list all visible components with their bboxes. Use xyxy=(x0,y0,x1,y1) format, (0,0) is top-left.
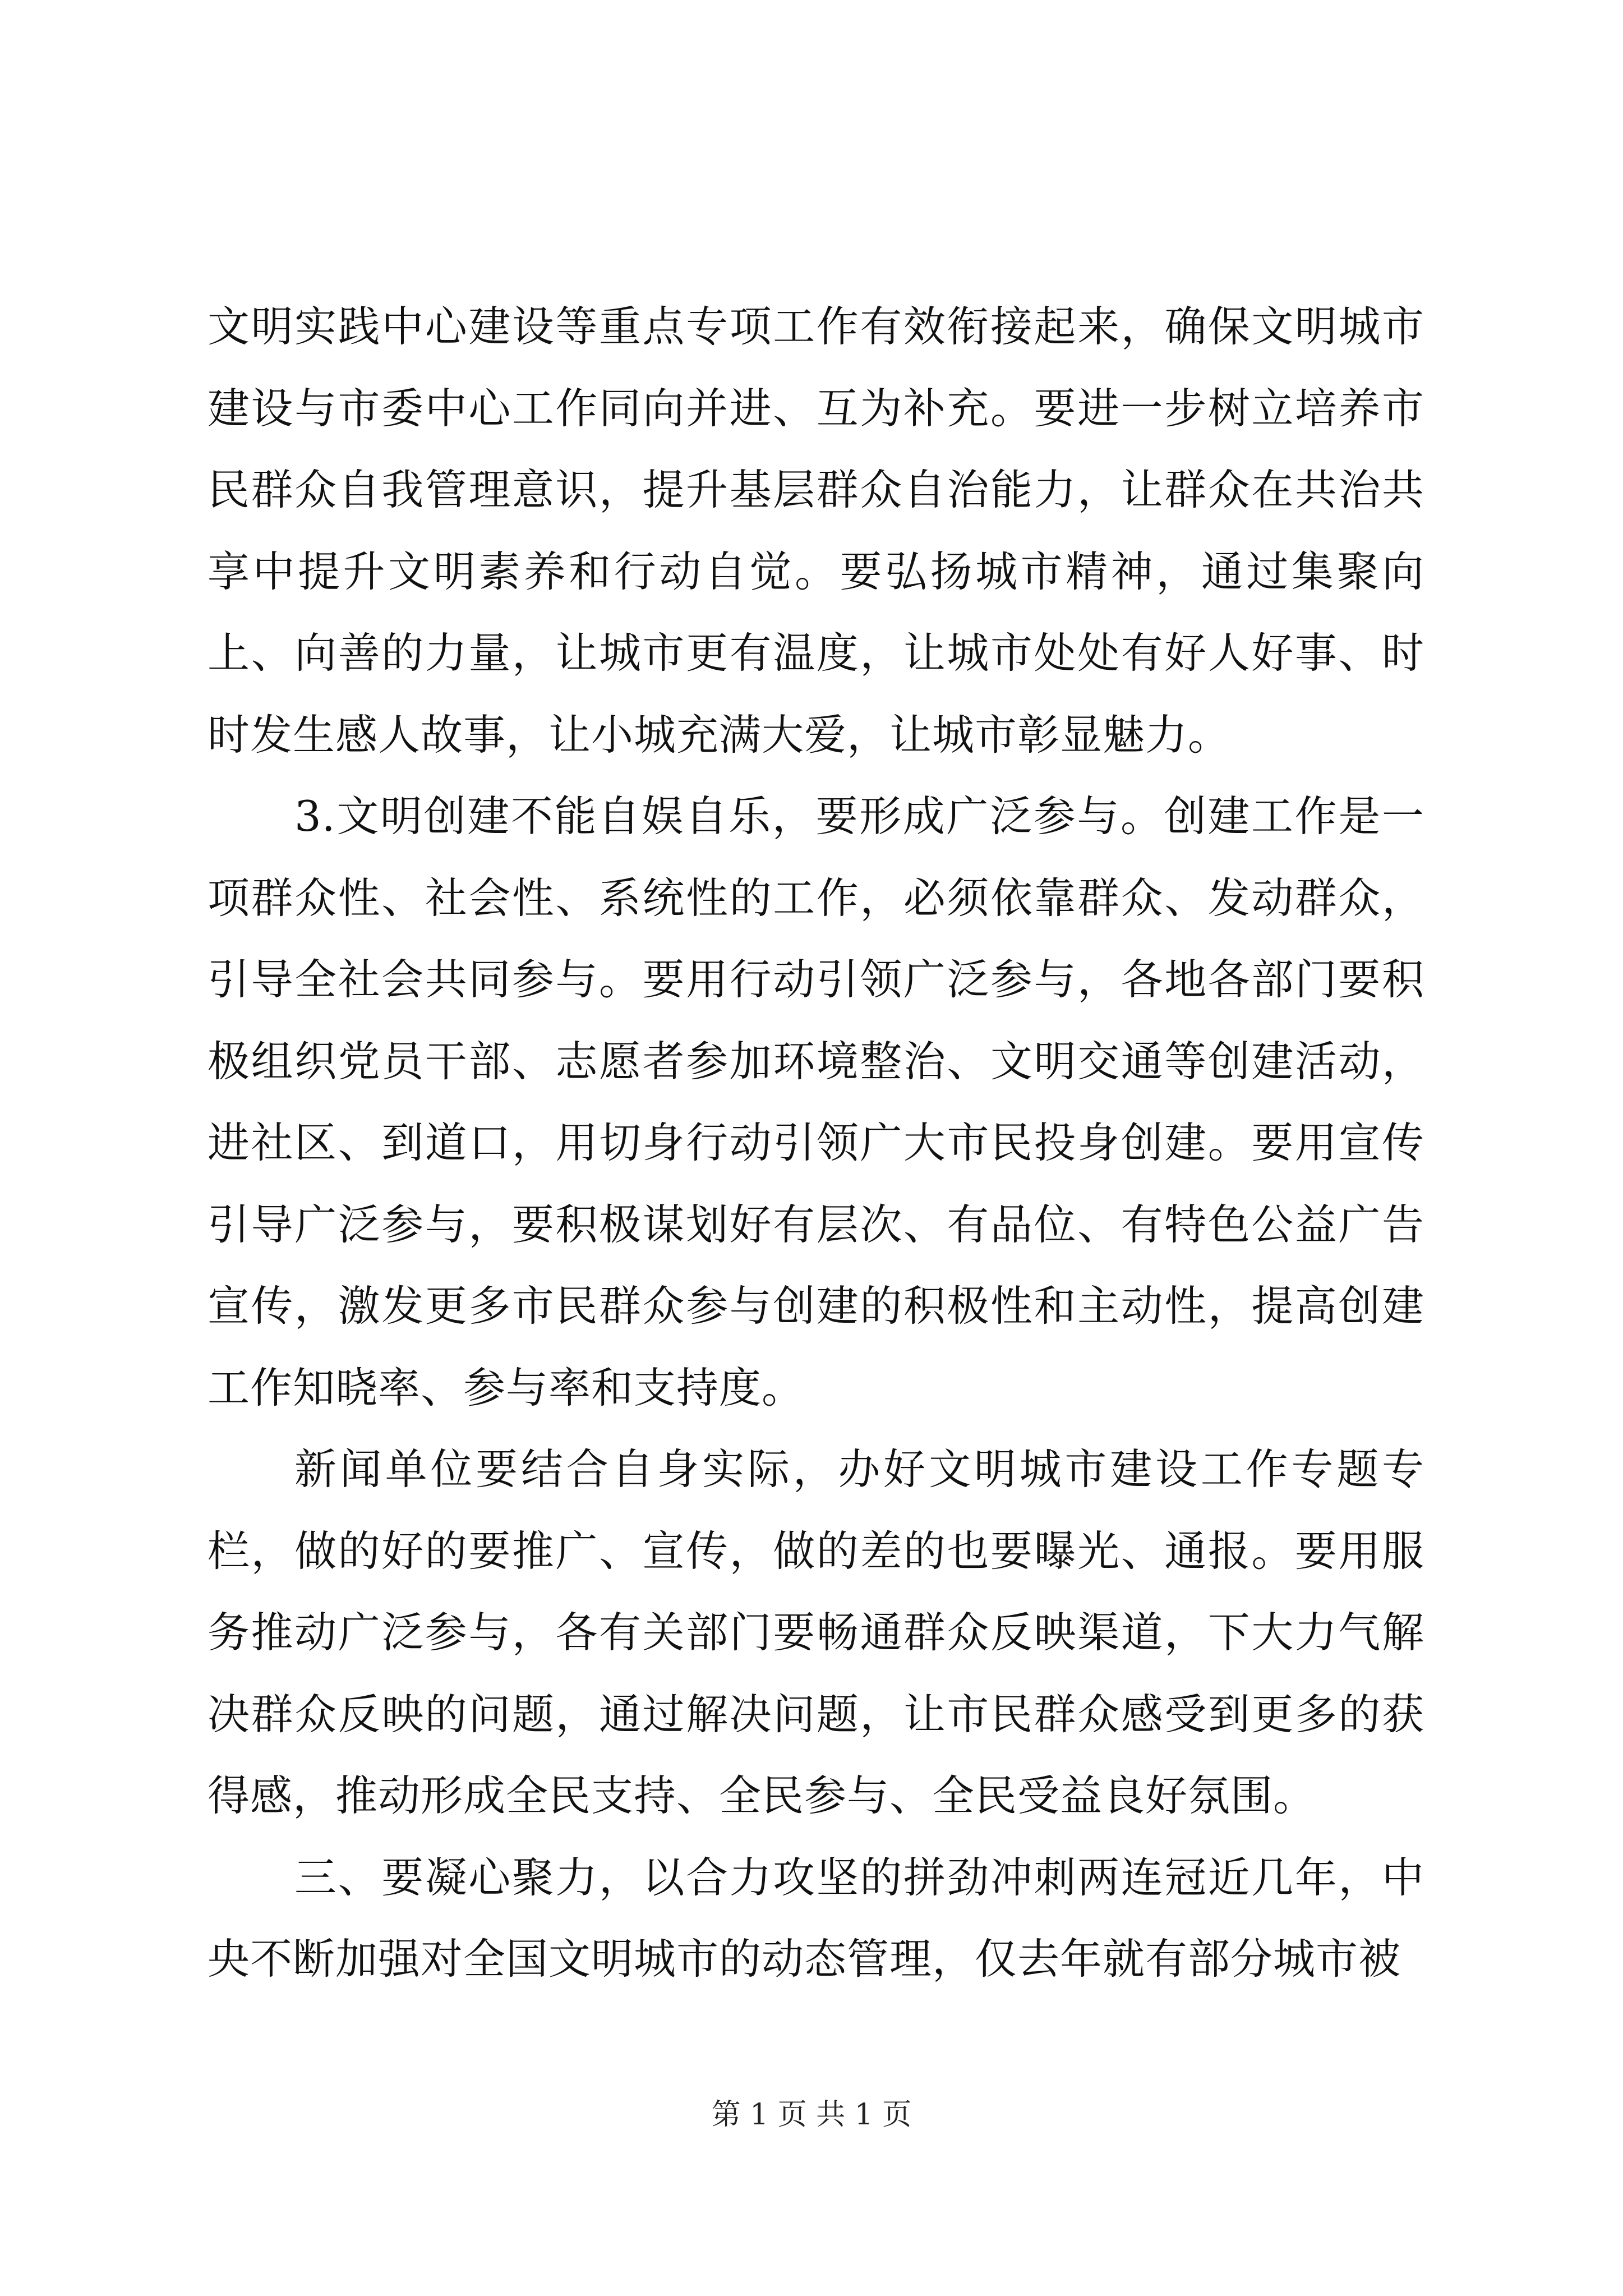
paragraph-3: 新闻单位要结合自身实际，办好文明城市建设工作专题专栏，做的好的要推广、宣传，做的差的也要曝光、通报。要用服务推动广泛参与，各有关部门要畅通群众反映渠道，下大力气解决群众反映的问题，通过解决问题，让市民群众感受到更多的获得感，推动形成全民支持、全民参与、全民受益良好氛围。 xyxy=(208,1444,1424,1820)
document-body xyxy=(208,286,1424,2000)
paragraph-2: 3.文明创建不能自娱自乐，要形成广泛参与。创建工作是一项群众性、社会性、系统性的工作，必须依靠群众、发动群众，引导全社会共同参与。要用行动引领广泛参与，各地各部门要积极组织党员干部、志愿者参加环境整治、文明交通等创建活动，进社区、到道口，用切身行动引领广大市民投身创建。要用宣传引导广泛参与，要积极谋划好有层次、有品位、有特色公益广告宣传，激发更多市民群众参与创建的积极性和主动性，提高创建工作知晓率、参与率和支持度。 xyxy=(208,792,1424,1412)
page-number-footer: 第 1 页 共 1 页 xyxy=(711,2098,912,2132)
paragraph-4: 三、要凝心聚力，以合力攻坚的拼劲冲刺两连冠近几年，中央不断加强对全国文明城市的动态管理，仅去年就有部分城市被 xyxy=(208,1852,1424,1984)
paragraph-1: 文明实践中心建设等重点专项工作有效衔接起来，确保文明城市建设与市委中心工作同向并进、互为补充。要进一步树立培养市民群众自我管理意识，提升基层群众自治能力，让群众在共治共享中提升文明素养和行动自觉。要弘扬城市精神，通过集聚向上、向善的力量，让城市更有温度，让城市处处有好人好事、时时发生感人故事，让小城充满大爱，让城市彰显魅力。 xyxy=(208,302,1424,760)
